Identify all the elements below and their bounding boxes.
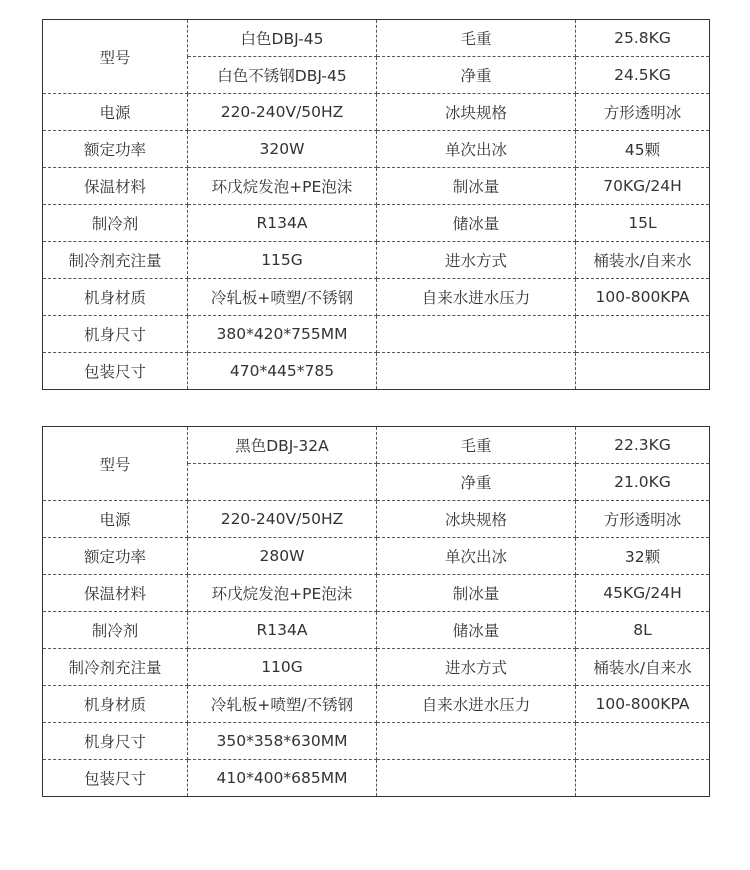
- spec-value: 环戊烷发泡+PE泡沫: [188, 168, 377, 205]
- spec-label: 机身材质: [43, 279, 188, 316]
- spec-label: 电源: [43, 94, 188, 131]
- spec-label: 机身尺寸: [43, 723, 188, 760]
- table-row: [43, 760, 710, 797]
- spec-label: 制冷剂: [43, 205, 188, 242]
- net-weight-label: 净重: [377, 464, 576, 501]
- spec-label: [377, 353, 576, 390]
- spec-label: 储冰量: [377, 205, 576, 242]
- spec-label: 单次出冰: [377, 131, 576, 168]
- spec-value: 15L: [576, 205, 710, 242]
- spec-value: 320W: [188, 131, 377, 168]
- spec-label: 额定功率: [43, 538, 188, 575]
- table-row: [43, 575, 710, 612]
- spec-label: 储冰量: [377, 612, 576, 649]
- spec-label: [377, 316, 576, 353]
- table-row: [43, 205, 710, 242]
- net-weight-label: 净重: [377, 57, 576, 94]
- spec-value: 220-240V/50HZ: [188, 501, 377, 538]
- spec-label: 自来水进水压力: [377, 279, 576, 316]
- spec-value: 8L: [576, 612, 710, 649]
- table-row: [43, 501, 710, 538]
- spec-label: [377, 760, 576, 797]
- spec-value: 470*445*785: [188, 353, 377, 390]
- spec-label: 进水方式: [377, 649, 576, 686]
- table-row: [43, 427, 710, 464]
- model-label: 型号: [43, 427, 188, 501]
- model-value: 黑色DBJ-32A: [188, 427, 377, 464]
- spec-value: 100-800KPA: [576, 686, 710, 723]
- spec-label: 额定功率: [43, 131, 188, 168]
- spec-label: 单次出冰: [377, 538, 576, 575]
- gross-weight-label: 毛重: [377, 20, 576, 57]
- model-value: 白色不锈钢DBJ-45: [188, 57, 377, 94]
- model-value: 白色DBJ-45: [188, 20, 377, 57]
- gross-weight-value: 25.8KG: [576, 20, 710, 57]
- spec-value: [576, 353, 710, 390]
- spec-label: 保温材料: [43, 575, 188, 612]
- spec-label: 制冷剂充注量: [43, 649, 188, 686]
- table-row: [43, 612, 710, 649]
- spec-label: 包装尺寸: [43, 353, 188, 390]
- model-value: [188, 464, 377, 501]
- net-weight-value: 24.5KG: [576, 57, 710, 94]
- spec-value: R134A: [188, 205, 377, 242]
- table-row: [43, 20, 710, 57]
- gross-weight-label: 毛重: [377, 427, 576, 464]
- spec-value: 32颗: [576, 538, 710, 575]
- spec-value: [576, 316, 710, 353]
- table-row: [43, 649, 710, 686]
- spec-value: 115G: [188, 242, 377, 279]
- spec-value: 环戊烷发泡+PE泡沫: [188, 575, 377, 612]
- spec-value: 100-800KPA: [576, 279, 710, 316]
- spec-label: 制冷剂: [43, 612, 188, 649]
- table-row: [43, 168, 710, 205]
- spec-value: 方形透明冰: [576, 501, 710, 538]
- spec-label: 包装尺寸: [43, 760, 188, 797]
- spec-table: [42, 426, 710, 797]
- table-row: [43, 686, 710, 723]
- spec-label: 制冰量: [377, 168, 576, 205]
- spec-label: 冰块规格: [377, 501, 576, 538]
- spec-value: 350*358*630MM: [188, 723, 377, 760]
- spec-label: 电源: [43, 501, 188, 538]
- spec-value: 70KG/24H: [576, 168, 710, 205]
- spec-value: [576, 760, 710, 797]
- table-row: [43, 353, 710, 390]
- spec-label: [377, 723, 576, 760]
- spec-value: 冷轧板+喷塑/不锈钢: [188, 279, 377, 316]
- spec-value: [576, 723, 710, 760]
- spec-label: 自来水进水压力: [377, 686, 576, 723]
- spec-label: 制冷剂充注量: [43, 242, 188, 279]
- table-row: [43, 538, 710, 575]
- table-row: [43, 94, 710, 131]
- spec-value: 380*420*755MM: [188, 316, 377, 353]
- spec-table: [42, 19, 710, 390]
- spec-value: 45KG/24H: [576, 575, 710, 612]
- spec-value: 桶装水/自来水: [576, 242, 710, 279]
- gross-weight-value: 22.3KG: [576, 427, 710, 464]
- net-weight-value: 21.0KG: [576, 464, 710, 501]
- spec-label: 保温材料: [43, 168, 188, 205]
- table-row: [43, 131, 710, 168]
- spec-label: 冰块规格: [377, 94, 576, 131]
- spec-label: 机身材质: [43, 686, 188, 723]
- spec-label: 制冰量: [377, 575, 576, 612]
- table-row: [43, 316, 710, 353]
- spec-label: 机身尺寸: [43, 316, 188, 353]
- spec-value: 110G: [188, 649, 377, 686]
- spec-value: 220-240V/50HZ: [188, 94, 377, 131]
- spec-value: 桶装水/自来水: [576, 649, 710, 686]
- spec-value: 45颗: [576, 131, 710, 168]
- spec-label: 进水方式: [377, 242, 576, 279]
- model-label: 型号: [43, 20, 188, 94]
- spec-value: 410*400*685MM: [188, 760, 377, 797]
- spec-value: 方形透明冰: [576, 94, 710, 131]
- spec-value: 280W: [188, 538, 377, 575]
- table-row: [43, 279, 710, 316]
- spec-value: R134A: [188, 612, 377, 649]
- table-row: [43, 723, 710, 760]
- spec-value: 冷轧板+喷塑/不锈钢: [188, 686, 377, 723]
- table-row: [43, 242, 710, 279]
